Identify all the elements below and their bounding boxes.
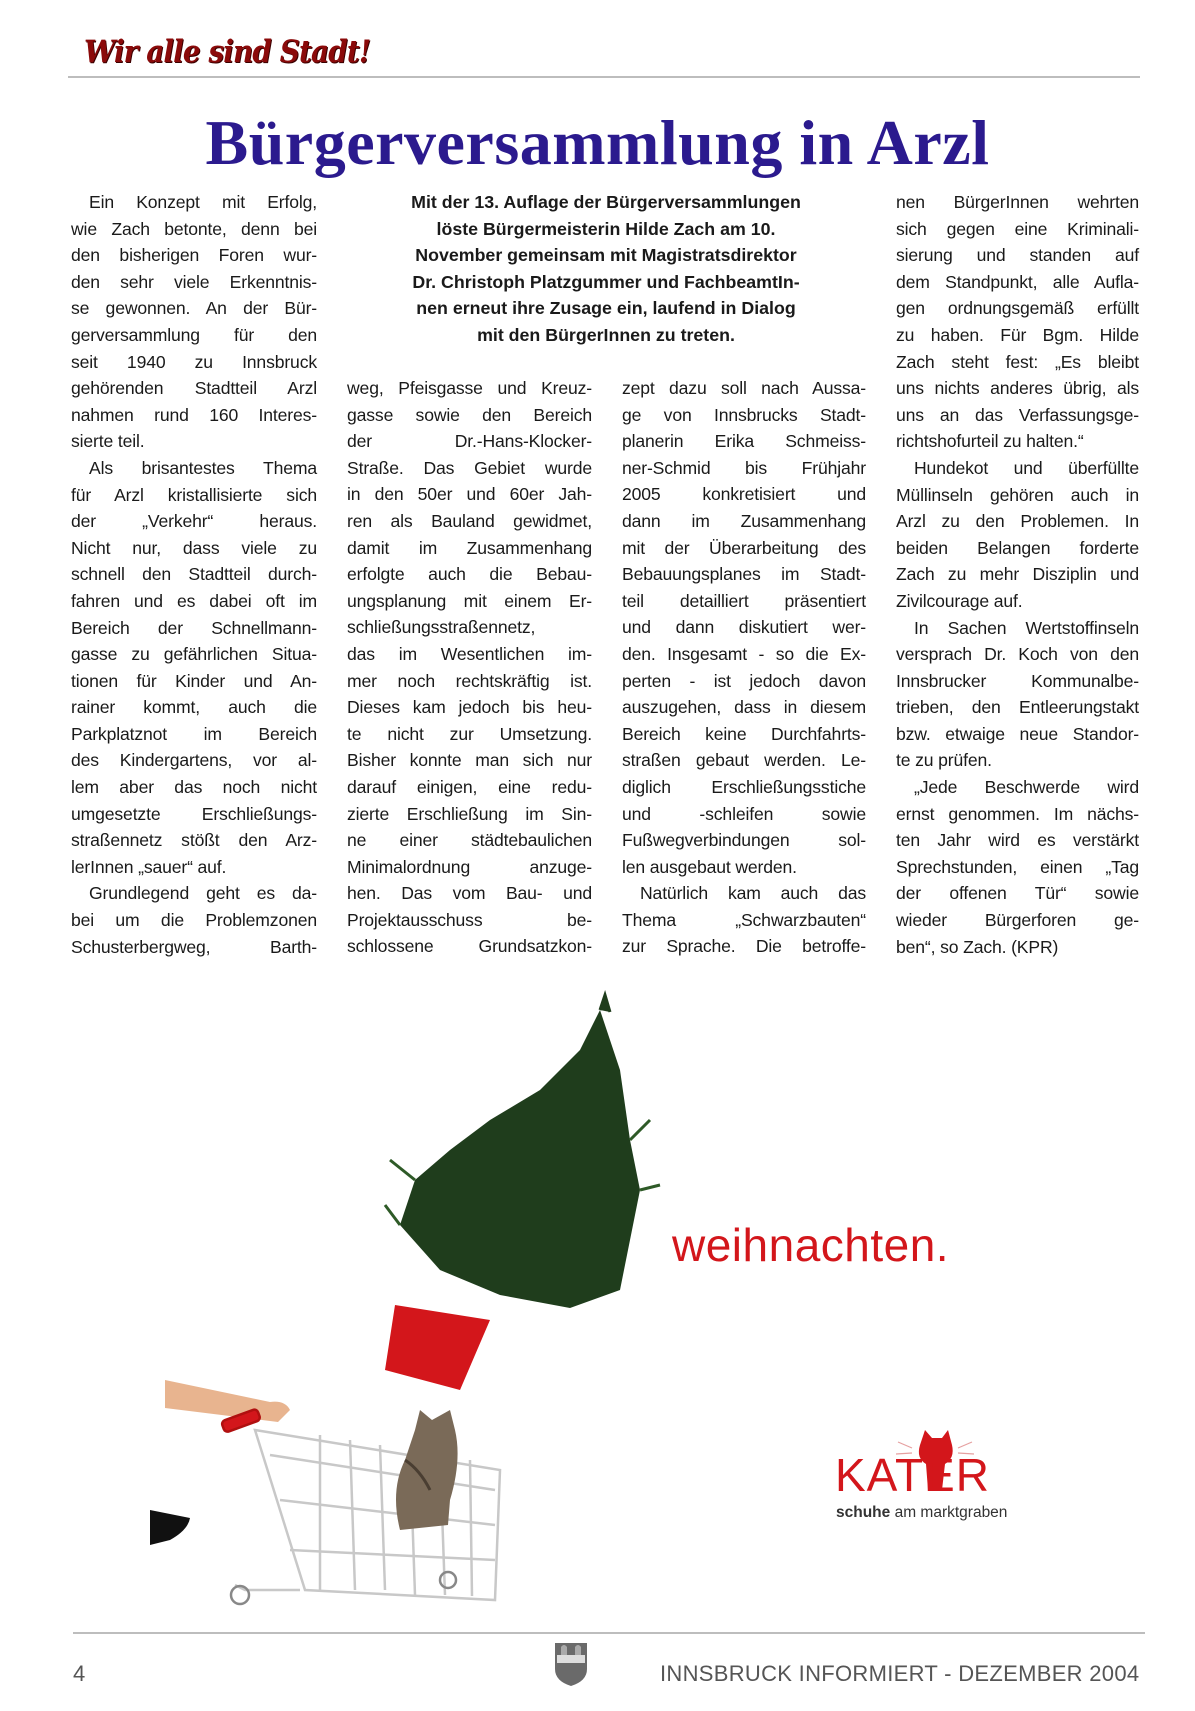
text-line: schnell den Stadtteil durch- xyxy=(71,564,317,585)
shopping-cart-icon xyxy=(221,1409,500,1604)
lead-line: löste Bürgermeisterin Hilde Zach am 10. xyxy=(436,218,776,239)
text-line: damit im Zusammenhang xyxy=(347,537,592,558)
text-line: hen. Das vom Bau- und xyxy=(347,883,592,904)
text-line: sich gegen eine Kriminali- xyxy=(896,218,1139,239)
text-line: schließungsstraßennetz, xyxy=(347,617,536,638)
text-line: bei um die Problemzonen xyxy=(71,910,317,931)
text-line: dem Standpunkt, alle Aufla- xyxy=(896,271,1139,292)
text-line: bzw. etwaige neue Standor- xyxy=(896,723,1139,744)
text-line: Müllinseln gehören auch in xyxy=(896,484,1139,505)
text-line: für Arzl kristallisierte sich xyxy=(71,484,317,505)
text-line: Dieses kam jedoch bis heu- xyxy=(347,697,592,718)
text-line: Arzl zu den Problemen. In xyxy=(896,511,1139,532)
text-line: mit der Überarbeitung des xyxy=(622,537,866,558)
text-line: len ausgebaut werden. xyxy=(622,856,797,877)
text-line: und -schleifen sowie xyxy=(622,803,866,824)
text-line: in den 50er und 60er Jah- xyxy=(347,484,592,505)
text-line: trieben, den Entleerungstakt xyxy=(896,697,1139,718)
lead-line: nen erneut ihre Zusage ein, laufend in Dialog xyxy=(416,298,796,319)
text-line: zept dazu soll nach Aussa- xyxy=(622,378,866,398)
text-line: te nicht zur Umsetzung. xyxy=(347,723,592,744)
text-line: Natürlich kam auch das xyxy=(640,883,866,904)
text-line: Thema „Schwarzbauten“ xyxy=(622,909,866,930)
text-line: ge von Innsbrucks Stadt- xyxy=(622,404,866,425)
text-line: mer noch rechtskräftig ist. xyxy=(347,670,592,691)
text-line: Projektausschuss be- xyxy=(347,909,592,930)
lead-line: November gemeinsam mit Magistratsdirektor xyxy=(415,245,797,266)
text-line: Minimalordnung anzuge- xyxy=(347,856,592,877)
text-line: Parkplatznot im Bereich xyxy=(71,723,317,744)
text-line: seit 1940 zu Innsbruck xyxy=(71,351,317,372)
text-line: Bebauungsplanes im Stadt- xyxy=(622,564,866,585)
text-line: Grundlegend geht es da- xyxy=(89,883,317,904)
text-column-3 xyxy=(622,375,866,960)
arm-icon xyxy=(165,1380,290,1422)
text-line: Schusterbergweg, Barth- xyxy=(71,936,317,957)
red-bag-icon xyxy=(385,1305,490,1390)
text-line: den sehr viele Erkenntnis- xyxy=(71,271,317,292)
text-line: ner-Schmid bis Frühjahr xyxy=(622,457,866,478)
text-line: Zivilcourage auf. xyxy=(896,590,1023,611)
article-headline: Bürgerversammlung in Arzl xyxy=(205,107,990,178)
text-line: perten - ist jedoch davon xyxy=(622,670,866,691)
text-line: teil detailliert präsentiert xyxy=(622,590,866,611)
innsbruck-crest-icon xyxy=(553,1641,589,1687)
text-line: dann im Zusammenhang xyxy=(622,510,866,531)
text-line: gerversammlung für den xyxy=(71,324,317,345)
text-line: zierte Erschließung im Sin- xyxy=(347,803,592,824)
text-line: der „Verkehr“ heraus. xyxy=(71,511,317,532)
text-line: richtshofurteil zu halten.“ xyxy=(896,431,1084,452)
text-line: wieder Bürgerforen ge- xyxy=(896,910,1139,931)
footer-divider xyxy=(73,1632,1145,1634)
text-line: Bereich der Schnellmann- xyxy=(71,617,317,638)
text-line: lem aber das noch nicht xyxy=(71,777,317,798)
text-column-4 xyxy=(896,189,1139,960)
text-line: Fußwegverbindungen sol- xyxy=(622,830,866,851)
text-line: Bisher konnte man sich nur xyxy=(347,750,592,771)
text-line: Zach steht fest: „Es bleibt xyxy=(896,351,1139,372)
text-line: Straße. Das Gebiet wurde xyxy=(347,457,592,478)
text-line: umgesetzte Erschließungs- xyxy=(71,803,317,824)
kater-logo-text: KATER xyxy=(835,1449,990,1501)
kater-tagline xyxy=(836,1504,1007,1522)
tagline-rest: am marktgraben xyxy=(890,1504,1008,1521)
ad-slogan: weihnachten. xyxy=(672,1219,950,1271)
text-line: beiden Belangen forderte xyxy=(896,537,1139,558)
text-line: der offenen Tür“ sowie xyxy=(896,883,1139,904)
text-line: fahren und es dabei oft im xyxy=(71,590,317,611)
header-divider xyxy=(68,76,1140,78)
text-line: Hundekot und überfüllte xyxy=(914,457,1139,478)
text-line: diglich Erschließungsstiche xyxy=(622,776,866,797)
text-line: straßen gebaut werden. Le- xyxy=(622,750,866,771)
text-line: Bereich keine Durchfahrts- xyxy=(622,723,866,744)
lead-line: Mit der 13. Auflage der Bürgerversammlungen xyxy=(411,192,801,212)
text-line: gasse sowie den Bereich xyxy=(347,404,592,425)
publication-footer: INNSBRUCK INFORMIERT - DEZEMBER 2004 xyxy=(660,1661,1140,1686)
text-line: Sprechstunden, einen „Tag xyxy=(896,856,1139,877)
page-number: 4 xyxy=(73,1661,86,1686)
text-line: gehörenden Stadtteil Arzl xyxy=(71,378,317,399)
text-line: sierung und standen auf xyxy=(896,245,1139,266)
text-line: weg, Pfeisgasse und Kreuz- xyxy=(347,378,592,398)
cat-icon xyxy=(396,1410,458,1530)
text-line: gasse zu gefährlichen Situa- xyxy=(71,644,317,665)
text-column-1 xyxy=(71,189,317,960)
shoe-icon xyxy=(150,1510,190,1545)
text-line: und dann diskutiert wer- xyxy=(622,617,866,638)
text-line: ungsplanung mit einem Er- xyxy=(347,590,592,611)
text-line: den bisherigen Foren wur- xyxy=(71,245,317,266)
text-line: das im Wesentlichen im- xyxy=(347,643,592,664)
text-line: Innsbrucker Kommunalbe- xyxy=(896,670,1139,691)
text-column-2 xyxy=(347,375,592,960)
text-line: Zach zu mehr Disziplin und xyxy=(896,564,1139,585)
text-line: ernst genommen. Im nächs- xyxy=(896,803,1139,824)
article-lead xyxy=(345,189,867,349)
text-line: darauf einigen, eine redu- xyxy=(347,776,592,797)
text-line: zu haben. Für Bgm. Hilde xyxy=(896,324,1139,345)
text-line: des Kindergartens, vor al- xyxy=(71,750,317,771)
text-line: Ein Konzept mit Erfolg, xyxy=(89,192,317,212)
text-line: rainer kommt, auch die xyxy=(71,697,317,718)
text-line: Als brisantestes Thema xyxy=(89,457,317,478)
text-line: nen BürgerInnen wehrten xyxy=(896,192,1139,212)
text-line: In Sachen Wertstoffinseln xyxy=(914,617,1139,638)
text-line: straßennetz stößt den Arz- xyxy=(71,830,317,851)
text-line: ben“, so Zach. (KPR) xyxy=(896,936,1059,957)
text-line: schlossene Grundsatzkon- xyxy=(347,936,592,957)
text-line: versprach Dr. Koch von den xyxy=(896,644,1139,665)
text-line: se gewonnen. An der Bür- xyxy=(71,298,317,319)
text-line: ne einer städtebaulichen xyxy=(347,830,592,851)
christmas-tree-icon xyxy=(385,995,660,1308)
text-line: nahmen rund 160 Interes- xyxy=(71,404,317,425)
text-line: lerInnen „sauer“ auf. xyxy=(71,856,227,877)
text-line: sierte teil. xyxy=(71,431,145,452)
lead-line: mit den BürgerInnen zu treten. xyxy=(477,324,735,345)
text-line: 2005 konkretisiert und xyxy=(622,484,866,505)
text-line: uns nichts anderes übrig, als xyxy=(896,378,1139,399)
section-title: Wir alle sind Stadt! xyxy=(84,34,371,70)
text-line: Nicht nur, dass viele zu xyxy=(71,537,317,558)
text-line: te zu prüfen. xyxy=(896,750,992,771)
text-line: auszugehen, dass in diesem xyxy=(622,697,866,718)
lead-line: Dr. Christoph Platzgummer und FachbeamtIn- xyxy=(412,271,800,292)
text-line: den. Insgesamt - so die Ex- xyxy=(622,643,866,664)
text-line: ren als Bauland gewidmet, xyxy=(347,510,592,531)
text-line: planerin Erika Schmeiss- xyxy=(622,431,866,452)
text-line: der Dr.-Hans-Klocker- xyxy=(347,431,592,452)
text-line: „Jede Beschwerde wird xyxy=(914,777,1139,798)
text-line: tionen für Kinder und An- xyxy=(71,670,317,691)
tagline-bold: schuhe xyxy=(836,1504,891,1521)
text-line: uns an das Verfassungsge- xyxy=(896,404,1139,425)
text-line: zur Sprache. Die betroffe- xyxy=(622,936,866,957)
text-line: erfolgte auch die Bebau- xyxy=(347,564,592,585)
text-line: ten Jahr wird es verstärkt xyxy=(896,830,1139,851)
text-line: gen ordnungsgemäß erfüllt xyxy=(896,298,1139,319)
text-line: wie Zach betonte, denn bei xyxy=(71,218,317,239)
